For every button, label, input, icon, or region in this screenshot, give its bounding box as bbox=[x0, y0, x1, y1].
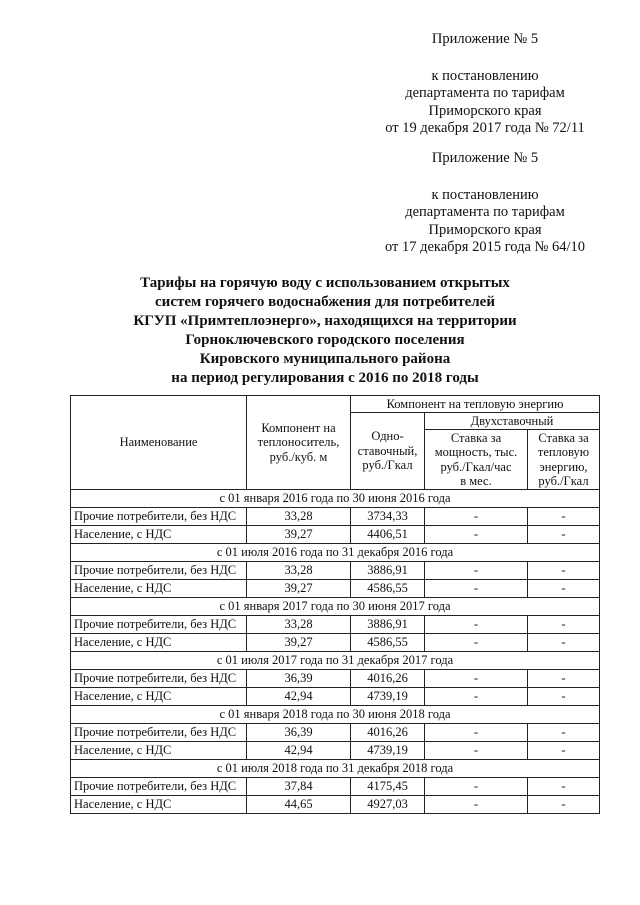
single-rate-cell: 4016,26 bbox=[351, 724, 425, 742]
capacity-rate-cell: - bbox=[425, 724, 528, 742]
carrier-rate-cell: 33,28 bbox=[247, 562, 351, 580]
period-label: с 01 января 2018 года по 30 июня 2018 года bbox=[71, 706, 600, 724]
capacity-rate-cell: - bbox=[425, 670, 528, 688]
consumer-name-cell: Население, с НДС bbox=[71, 526, 247, 544]
appendix-line: Приморского края bbox=[428, 221, 542, 238]
energy-rate-cell: - bbox=[528, 508, 600, 526]
appendix-title: Приложение № 5 bbox=[431, 31, 539, 47]
capacity-rate-cell: - bbox=[425, 580, 528, 598]
single-rate-cell: 4016,26 bbox=[351, 670, 425, 688]
energy-rate-cell: - bbox=[528, 796, 600, 814]
appendix-title: Приложение № 5 bbox=[431, 150, 539, 166]
header-energy-rate: Ставка за тепловую энергию, руб./Гкал bbox=[528, 430, 600, 490]
table-row bbox=[71, 616, 600, 634]
appendix-line: от 19 декабря 2017 года № 72/11 bbox=[385, 120, 585, 136]
single-rate-cell: 4586,55 bbox=[351, 634, 425, 652]
capacity-rate-cell: - bbox=[425, 616, 528, 634]
consumer-name-cell: Прочие потребители, без НДС bbox=[71, 778, 247, 796]
consumer-name-cell: Прочие потребители, без НДС bbox=[71, 724, 247, 742]
period-label: с 01 января 2017 года по 30 июня 2017 года bbox=[71, 598, 600, 616]
energy-rate-cell: - bbox=[528, 742, 600, 760]
capacity-rate-cell: - bbox=[425, 562, 528, 580]
period-row bbox=[71, 760, 600, 778]
single-rate-cell: 4406,51 bbox=[351, 526, 425, 544]
carrier-rate-cell: 33,28 bbox=[247, 508, 351, 526]
carrier-rate-cell: 39,27 bbox=[247, 580, 351, 598]
carrier-rate-cell: 42,94 bbox=[247, 688, 351, 706]
energy-rate-cell: - bbox=[528, 526, 600, 544]
heading-line: систем горячего водоснабжения для потребителей bbox=[155, 294, 495, 310]
table-row bbox=[71, 526, 600, 544]
appendix-line: департамента по тарифам bbox=[405, 85, 565, 101]
tariff-table-body bbox=[71, 490, 600, 814]
consumer-name-cell: Население, с НДС bbox=[71, 688, 247, 706]
heading-line: Горноключевского городского поселения bbox=[185, 332, 465, 348]
heading-line: Кировского муниципального района bbox=[199, 351, 451, 367]
period-label: с 01 июля 2016 года по 31 декабря 2016 года bbox=[71, 544, 600, 562]
energy-rate-cell: - bbox=[528, 634, 600, 652]
period-row bbox=[71, 598, 600, 616]
single-rate-cell: 4739,19 bbox=[351, 688, 425, 706]
period-label: с 01 июля 2017 года по 31 декабря 2017 года bbox=[71, 652, 600, 670]
single-rate-cell: 4586,55 bbox=[351, 580, 425, 598]
energy-rate-cell: - bbox=[528, 778, 600, 796]
carrier-rate-cell: 37,84 bbox=[247, 778, 351, 796]
energy-rate-cell: - bbox=[528, 724, 600, 742]
carrier-rate-cell: 36,39 bbox=[247, 670, 351, 688]
capacity-rate-cell: - bbox=[425, 742, 528, 760]
table-row bbox=[71, 562, 600, 580]
appendix-line: департамента по тарифам bbox=[405, 204, 565, 220]
header-two-rate: Двухставочный bbox=[425, 413, 600, 430]
consumer-name-cell: Население, с НДС bbox=[71, 634, 247, 652]
capacity-rate-cell: - bbox=[425, 688, 528, 706]
single-rate-cell: 4739,19 bbox=[351, 742, 425, 760]
consumer-name-cell: Население, с НДС bbox=[71, 796, 247, 814]
period-label: с 01 января 2016 года по 30 июня 2016 года bbox=[71, 490, 600, 508]
carrier-rate-cell: 39,27 bbox=[247, 526, 351, 544]
table-row bbox=[71, 634, 600, 652]
single-rate-cell: 4175,45 bbox=[351, 778, 425, 796]
header-name: Наименование bbox=[71, 396, 247, 490]
table-row bbox=[71, 580, 600, 598]
consumer-name-cell: Прочие потребители, без НДС bbox=[71, 670, 247, 688]
carrier-rate-cell: 42,94 bbox=[247, 742, 351, 760]
table-row bbox=[71, 670, 600, 688]
consumer-name-cell: Население, с НДС bbox=[71, 580, 247, 598]
period-row bbox=[71, 490, 600, 508]
consumer-name-cell: Прочие потребители, без НДС bbox=[71, 562, 247, 580]
table-row bbox=[71, 688, 600, 706]
consumer-name-cell: Население, с НДС bbox=[71, 742, 247, 760]
energy-rate-cell: - bbox=[528, 688, 600, 706]
capacity-rate-cell: - bbox=[425, 634, 528, 652]
header-energy-component: Компонент на тепловую энергию bbox=[351, 396, 600, 413]
document-heading bbox=[60, 274, 590, 388]
table-row bbox=[71, 742, 600, 760]
single-rate-cell: 4927,03 bbox=[351, 796, 425, 814]
appendix-line: к постановлению bbox=[431, 67, 539, 84]
capacity-rate-cell: - bbox=[425, 796, 528, 814]
carrier-rate-cell: 44,65 bbox=[247, 796, 351, 814]
heading-line: Тарифы на горячую воду с использованием открытых bbox=[140, 275, 510, 291]
appendix-line: Приморского края bbox=[428, 102, 542, 119]
header-capacity-rate: Ставка за мощность, тыс. руб./Гкал/час в мес. bbox=[425, 430, 528, 490]
appendix-original-block bbox=[350, 150, 620, 257]
single-rate-cell: 3886,91 bbox=[351, 616, 425, 634]
energy-rate-cell: - bbox=[528, 580, 600, 598]
appendix-current-block bbox=[350, 31, 620, 138]
period-row bbox=[71, 544, 600, 562]
energy-rate-cell: - bbox=[528, 616, 600, 634]
table-row bbox=[71, 724, 600, 742]
heading-line: КГУП «Примтеплоэнерго», находящихся на территории bbox=[133, 313, 517, 329]
capacity-rate-cell: - bbox=[425, 508, 528, 526]
header-carrier-component: Компонент на теплоноситель, руб./куб. м bbox=[247, 396, 351, 490]
consumer-name-cell: Прочие потребители, без НДС bbox=[71, 508, 247, 526]
table-row bbox=[71, 508, 600, 526]
carrier-rate-cell: 36,39 bbox=[247, 724, 351, 742]
heading-line: на период регулирования с 2016 по 2018 годы bbox=[171, 370, 479, 386]
energy-rate-cell: - bbox=[528, 562, 600, 580]
table-row bbox=[71, 778, 600, 796]
period-row bbox=[71, 706, 600, 724]
carrier-rate-cell: 33,28 bbox=[247, 616, 351, 634]
period-label: с 01 июля 2018 года по 31 декабря 2018 года bbox=[71, 760, 600, 778]
table-row bbox=[71, 796, 600, 814]
energy-rate-cell: - bbox=[528, 670, 600, 688]
carrier-rate-cell: 39,27 bbox=[247, 634, 351, 652]
appendix-line: от 17 декабря 2015 года № 64/10 bbox=[384, 239, 586, 255]
capacity-rate-cell: - bbox=[425, 778, 528, 796]
header-single-rate: Одно- ставочный, руб./Гкал bbox=[351, 413, 425, 490]
single-rate-cell: 3734,33 bbox=[351, 508, 425, 526]
appendix-line: к постановлению bbox=[431, 186, 539, 203]
capacity-rate-cell: - bbox=[425, 526, 528, 544]
single-rate-cell: 3886,91 bbox=[351, 562, 425, 580]
period-row bbox=[71, 652, 600, 670]
consumer-name-cell: Прочие потребители, без НДС bbox=[71, 616, 247, 634]
tariff-table bbox=[70, 395, 600, 814]
